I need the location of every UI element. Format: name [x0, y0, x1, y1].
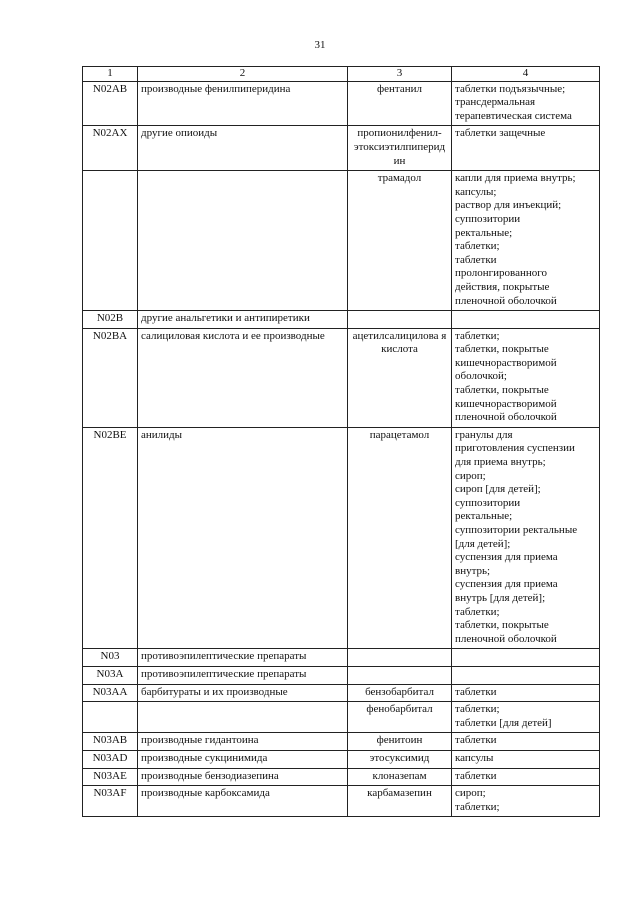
- substance-cell: фентанил: [348, 81, 452, 126]
- dosage-form-line: пленочной оболочкой: [455, 632, 557, 645]
- dosage-form-line: таблетки;: [455, 240, 500, 253]
- dosage-form-line: капли для приема внутрь;: [455, 172, 576, 185]
- dosage-form-line: таблетки;: [455, 329, 500, 342]
- atc-code-cell: N02B: [83, 311, 138, 329]
- table-row: [83, 311, 600, 329]
- dosage-forms-cell: [452, 171, 600, 311]
- dosage-form-line: таблетки;: [455, 605, 500, 618]
- dosage-form-line: сироп;: [455, 469, 486, 482]
- dosage-form-line: оболочкой;: [455, 370, 507, 383]
- substance-cell: парацетамол: [348, 427, 452, 649]
- group-name-cell: салициловая кислота и ее производные: [138, 328, 348, 427]
- dosage-form-line: внутрь [для детей];: [455, 591, 546, 604]
- table-row: [83, 328, 600, 427]
- dosage-form-line: капсулы: [455, 751, 494, 764]
- atc-code-cell: N03AB: [83, 733, 138, 751]
- dosage-form-line: пролонгированного: [455, 267, 547, 280]
- table-row: [83, 733, 600, 751]
- group-name-cell: [138, 702, 348, 733]
- dosage-form-line: таблетки: [455, 734, 497, 747]
- dosage-forms-cell: [452, 786, 600, 817]
- dosage-form-line: таблетки: [455, 253, 497, 266]
- atc-code-cell: N03AD: [83, 750, 138, 768]
- medication-table: [82, 66, 600, 817]
- atc-code-cell: [83, 171, 138, 311]
- atc-code-cell: N02AB: [83, 81, 138, 126]
- dosage-form-line: суппозитории: [455, 496, 521, 509]
- table-row: [83, 750, 600, 768]
- table-row: [83, 171, 600, 311]
- column-header: 3: [348, 67, 452, 82]
- dosage-form-line: таблетки: [455, 769, 497, 782]
- dosage-form-line: пленочной оболочкой: [455, 411, 557, 424]
- dosage-form-line: пленочной оболочкой: [455, 294, 557, 307]
- dosage-form-line: капсулы;: [455, 185, 497, 198]
- table-header-row: [83, 67, 600, 82]
- atc-code-cell: N02AX: [83, 126, 138, 171]
- dosage-form-line: действия, покрытые: [455, 280, 550, 293]
- table-row: [83, 81, 600, 126]
- dosage-form-line: раствор для инъекций;: [455, 199, 562, 212]
- dosage-form-line: приготовления суспензии: [455, 442, 575, 455]
- group-name-cell: производные карбоксамида: [138, 786, 348, 817]
- substance-cell: этосуксимид: [348, 750, 452, 768]
- dosage-form-line: кишечнорастворимой: [455, 356, 557, 369]
- dosage-form-line: ректальные;: [455, 226, 513, 239]
- substance-cell: трамадол: [348, 171, 452, 311]
- dosage-form-line: таблетки, покрытые: [455, 343, 549, 356]
- group-name-cell: барбитураты и их производные: [138, 684, 348, 702]
- group-name-cell: производные фенилпиперидина: [138, 81, 348, 126]
- column-header: 4: [452, 67, 600, 82]
- substance-cell: [348, 311, 452, 329]
- dosage-form-line: таблетки подъязычные;: [455, 82, 566, 95]
- column-header: 2: [138, 67, 348, 82]
- dosage-form-line: кишечнорастворимой: [455, 397, 557, 410]
- table-body: [83, 81, 600, 817]
- column-header: 1: [83, 67, 138, 82]
- atc-code-cell: N02BA: [83, 328, 138, 427]
- dosage-forms-cell: [452, 328, 600, 427]
- group-name-cell: другие анальгетики и антипиретики: [138, 311, 348, 329]
- dosage-form-line: таблетки [для детей]: [455, 716, 552, 729]
- table-row: [83, 666, 600, 684]
- table-row: [83, 786, 600, 817]
- dosage-form-line: внутрь;: [455, 564, 491, 577]
- dosage-form-line: таблетки;: [455, 800, 500, 813]
- group-name-cell: другие опиоиды: [138, 126, 348, 171]
- group-name-cell: противоэпилептические препараты: [138, 666, 348, 684]
- table-row: [83, 684, 600, 702]
- dosage-form-line: сироп [для детей];: [455, 483, 541, 496]
- dosage-form-line: суппозитории ректальные: [455, 524, 578, 536]
- dosage-form-line: трансдермальная: [455, 96, 536, 109]
- dosage-forms-cell: [452, 702, 600, 733]
- dosage-form-line: сироп;: [455, 787, 486, 800]
- dosage-form-line: гранулы для: [455, 428, 513, 441]
- atc-code-cell: N02BE: [83, 427, 138, 649]
- dosage-form-line: суспензия для приема: [455, 578, 558, 591]
- dosage-form-line: таблетки защечные: [455, 127, 546, 140]
- table-row: [83, 768, 600, 786]
- substance-cell: пропионилфенил-этоксиэтилпиперидин: [348, 126, 452, 171]
- atc-code-cell: N03A: [83, 666, 138, 684]
- dosage-form-line: таблетки, покрытые: [455, 619, 549, 632]
- group-name-cell: производные бензодиазепина: [138, 768, 348, 786]
- atc-code-cell: N03: [83, 649, 138, 667]
- dosage-form-line: терапевтическая система: [455, 109, 572, 122]
- substance-cell: ацетилсалицилова я кислота: [348, 328, 452, 427]
- dosage-form-line: таблетки, покрытые: [455, 384, 549, 397]
- dosage-forms-cell: [452, 666, 600, 684]
- substance-cell: клоназепам: [348, 768, 452, 786]
- table-row: [83, 427, 600, 649]
- substance-cell: [348, 649, 452, 667]
- substance-cell: фенобарбитал: [348, 702, 452, 733]
- dosage-form-line: для приема внутрь;: [455, 456, 546, 469]
- atc-code-cell: N03AE: [83, 768, 138, 786]
- dosage-forms-cell: [452, 649, 600, 667]
- group-name-cell: производные сукцинимида: [138, 750, 348, 768]
- dosage-forms-cell: [452, 750, 600, 768]
- dosage-form-line: таблетки: [455, 685, 497, 698]
- group-name-cell: противоэпилептические препараты: [138, 649, 348, 667]
- dosage-form-line: суспензия для приема: [455, 551, 558, 564]
- group-name-cell: [138, 171, 348, 311]
- dosage-forms-cell: [452, 311, 600, 329]
- dosage-forms-cell: [452, 733, 600, 751]
- dosage-forms-cell: [452, 684, 600, 702]
- substance-cell: фенитоин: [348, 733, 452, 751]
- dosage-form-line: ректальные;: [455, 510, 513, 523]
- dosage-form-line: суппозитории: [455, 212, 521, 225]
- dosage-forms-cell: [452, 768, 600, 786]
- group-name-cell: производные гидантоина: [138, 733, 348, 751]
- dosage-form-line: [для детей];: [455, 537, 511, 550]
- dosage-form-line: таблетки;: [455, 703, 500, 716]
- table-row: [83, 702, 600, 733]
- substance-cell: карбамазепин: [348, 786, 452, 817]
- substance-cell: [348, 666, 452, 684]
- group-name-cell: анилиды: [138, 427, 348, 649]
- atc-code-cell: [83, 702, 138, 733]
- table-row: [83, 126, 600, 171]
- table-row: [83, 649, 600, 667]
- substance-cell: бензобарбитал: [348, 684, 452, 702]
- atc-code-cell: N03AA: [83, 684, 138, 702]
- atc-code-cell: N03AF: [83, 786, 138, 817]
- page-number: 31: [314, 39, 326, 51]
- dosage-forms-cell: [452, 126, 600, 171]
- dosage-forms-cell: [452, 427, 600, 649]
- dosage-forms-cell: [452, 81, 600, 126]
